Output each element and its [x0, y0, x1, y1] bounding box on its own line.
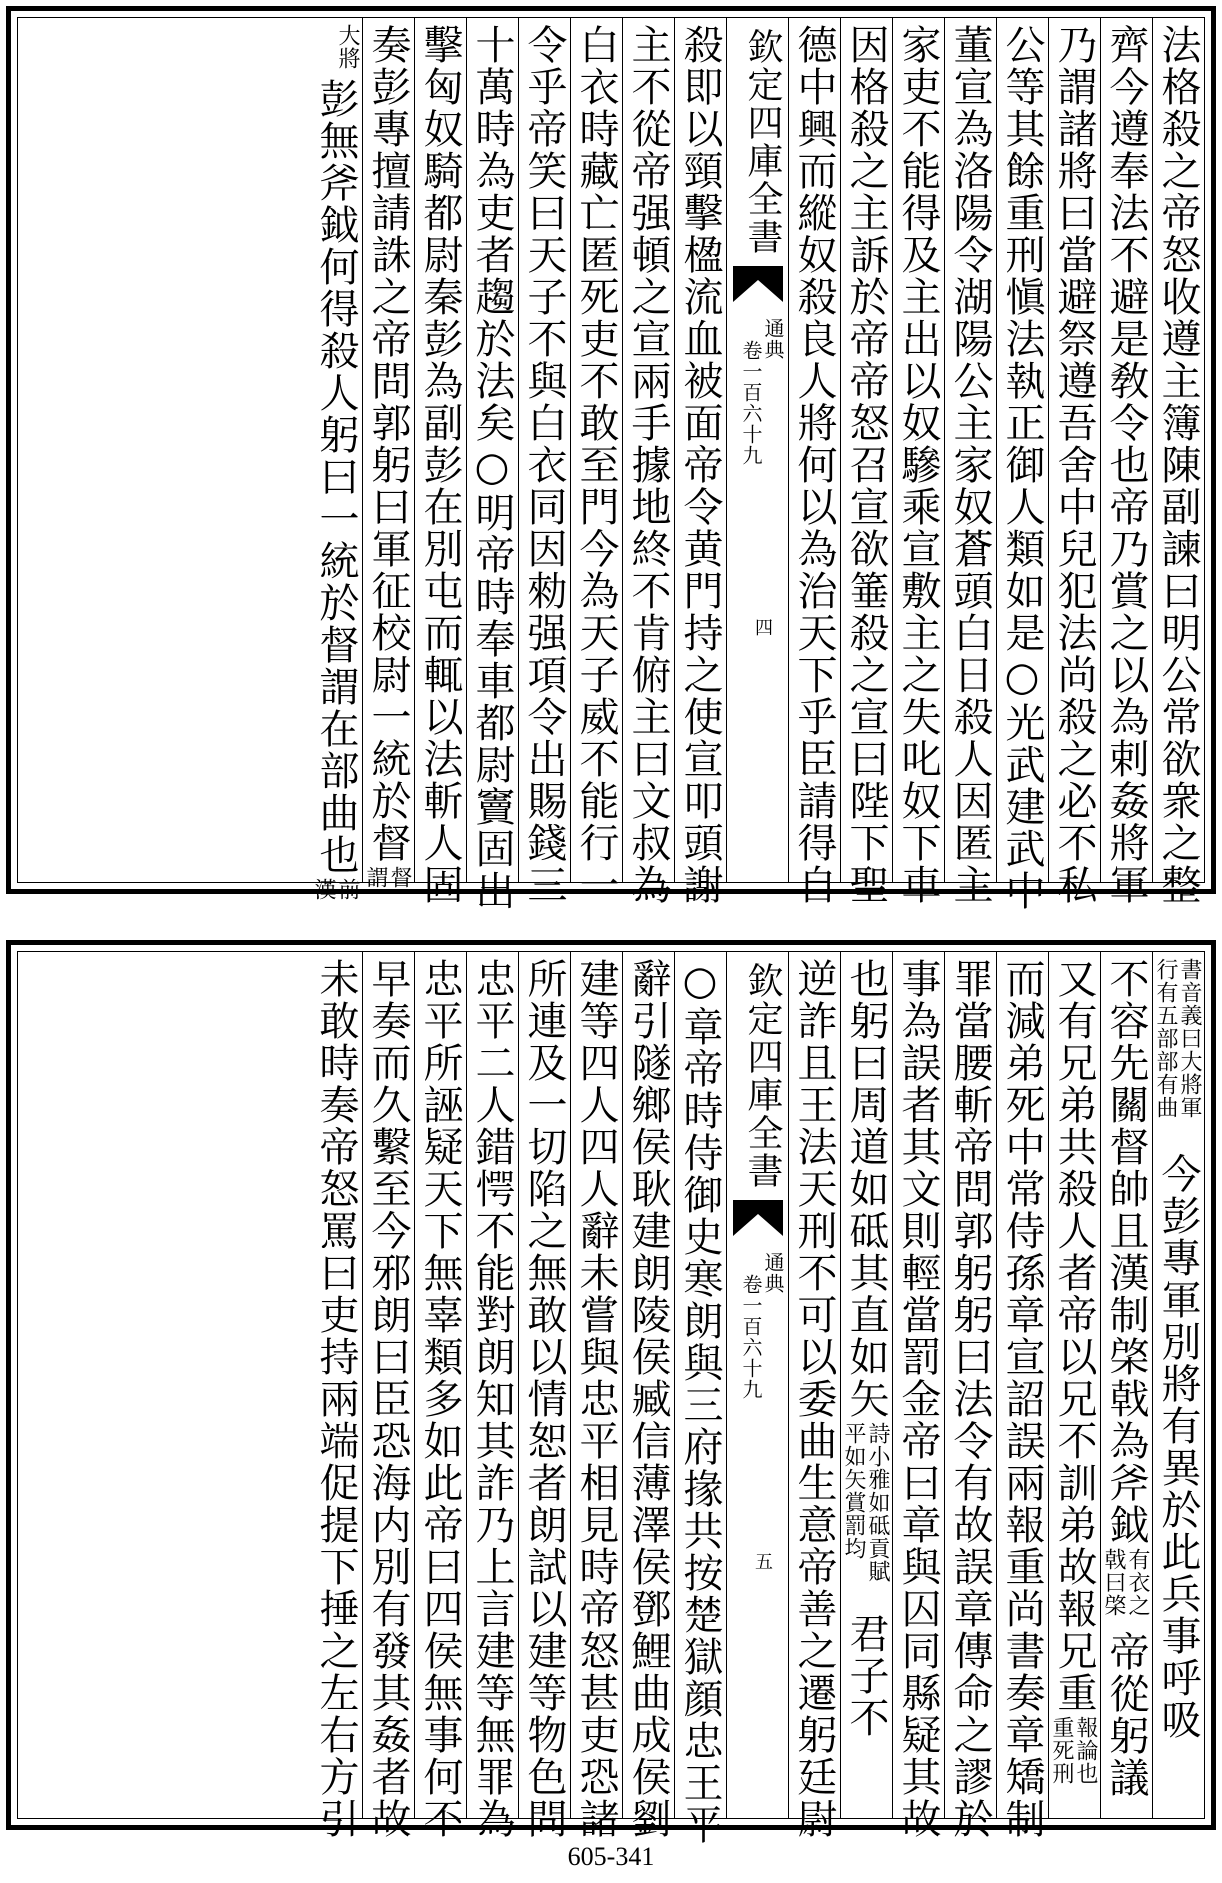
text-column — [1100, 952, 1152, 1818]
column-text: 白衣時藏亡匿死吏不敢至門今為天子威不能行一 — [573, 24, 619, 906]
column-text: 主不從帝强頓之宣兩手據地終不肯俯主曰文叔為 — [625, 24, 671, 906]
text-column — [788, 952, 840, 1840]
annotation-note: 謂 — [363, 866, 388, 889]
text-column — [414, 18, 466, 906]
text-column — [892, 18, 944, 906]
column-text: 十萬時為吏者趨於法矣○明帝時奉車都尉竇固出 — [469, 24, 515, 912]
annotation-note: 督 — [387, 866, 412, 889]
annotation-note: 大將 — [335, 24, 360, 70]
column-text: 德中興而縱奴殺良人將何以為治天下乎臣請得自 — [791, 24, 837, 906]
text-column — [1152, 18, 1204, 906]
text-column — [1048, 952, 1100, 1818]
column-text: 早奏而久繫至今邪朗曰臣恐海内別有發其姦者故 — [365, 958, 411, 1840]
text-column — [466, 952, 518, 1840]
column-text: 忠平二人錯愕不能對朗知其詐乃上言建等無罪為 — [469, 958, 515, 1840]
text-column — [518, 952, 570, 1840]
text-column — [996, 952, 1048, 1840]
leaf-page-number: 五 — [752, 1552, 773, 1570]
text-column — [892, 952, 944, 1840]
column-text: 而減弟死中常侍孫章宣詔誤兩報重尚書奏章矯制 — [999, 958, 1045, 1840]
column-text: 忠平所誣疑天下無辜類多如此帝曰四侯無事何不 — [417, 958, 463, 1840]
bottom-page — [6, 940, 1216, 1846]
leaf-page-number: 四 — [752, 618, 773, 636]
column-text: 殺即以頸擊楹流血被面帝令黄門持之使宣叩頭謝 — [677, 24, 723, 906]
center-fold-column — [726, 952, 788, 1818]
column-text: 所連及一切陷之無敢以情恕者朗試以建等物色問 — [521, 958, 567, 1840]
annotation-note: 重死刑 — [1049, 1716, 1074, 1785]
annotation-note: 詩小雅如砥貢賦 — [865, 1422, 890, 1583]
collection-title: 欽定四庫全書 — [742, 28, 783, 256]
annotation-note: 行有五部部有曲 — [1153, 958, 1178, 1119]
fishtail-mark-icon — [733, 266, 783, 302]
column-text: 法格殺之帝怒收遵主簿陳副諫曰明公常欲衆之整 — [1155, 24, 1201, 906]
annotation-note: 有衣之 — [1125, 1548, 1150, 1617]
volume-number: 卷一百六十九 — [739, 1274, 763, 1400]
column-text: 公等其餘重刑愼法執正御人類如是○光武建武中 — [999, 24, 1045, 912]
column-text: 乃謂諸將曰當避祭遵吾舍中兒犯法尚殺之必不私 — [1051, 24, 1097, 906]
page-footer-number: 605-341 — [567, 1842, 655, 1871]
text-column — [466, 18, 518, 912]
column-text: 辭引隧鄉侯耿建朗陵侯臧信薄澤侯鄧鯉曲成侯劉 — [625, 958, 671, 1840]
column-text: 又有兄弟共殺人者帝以兄不訓弟故報兄重 — [1051, 958, 1097, 1714]
book-title: 通典 — [761, 1252, 785, 1294]
text-column — [1152, 952, 1204, 1818]
book-title: 通典 — [761, 318, 785, 360]
annotation-note: 平如矢賞罰均 — [841, 1422, 866, 1560]
text-column — [622, 18, 674, 906]
column-text: 也躬曰周道如砥其直如矢 — [843, 958, 889, 1420]
column-text: 奏彭專擅請誅之帝問郭躬曰軍征校尉一統於督 — [365, 24, 411, 864]
text-column — [788, 18, 840, 906]
text-column — [310, 18, 362, 901]
text-column — [840, 18, 892, 906]
text-column — [674, 18, 726, 906]
top-page-text-area — [17, 17, 1205, 912]
annotation-note: 漢 — [311, 878, 336, 901]
text-column — [570, 952, 622, 1840]
text-column — [622, 952, 674, 1840]
text-column — [362, 18, 414, 889]
text-column — [362, 952, 414, 1840]
column-text: 事為誤者其文則輕當罰金帝曰章與囚同縣疑其故 — [895, 958, 941, 1840]
collection-title: 欽定四庫全書 — [742, 962, 783, 1190]
text-column — [570, 18, 622, 906]
bottom-page-text-area — [17, 951, 1205, 1846]
annotation-note: 戟曰棨 — [1101, 1548, 1126, 1617]
column-text: 逆詐且王法天刑不可以委曲生意帝善之遷躬廷尉 — [791, 958, 837, 1840]
annotation-note: 前 — [335, 878, 360, 901]
volume-number: 卷一百六十九 — [739, 340, 763, 466]
column-text: ○章帝時侍御史寒朗與三府掾共按楚獄顔忠王平 — [677, 958, 723, 1846]
text-column — [944, 18, 996, 906]
annotation-note: 報論也 — [1073, 1716, 1098, 1785]
column-text: 不容先關督帥且漢制棨戟為斧鉞 — [1103, 958, 1149, 1546]
top-page — [6, 6, 1216, 912]
text-column — [414, 952, 466, 1840]
center-fold-column — [726, 18, 788, 882]
text-column — [518, 18, 570, 906]
column-text: 家吏不能得及主出以奴驂乘宣敷主之失叱奴下車 — [895, 24, 941, 906]
annotation-note: 書音義曰大將軍 — [1177, 958, 1202, 1119]
text-column — [674, 952, 726, 1846]
column-text: 未敢時奏帝怒罵曰吏持兩端促提下捶之左右方引 — [313, 958, 359, 1840]
column-text: 齊今遵奉法不避是敎令也帝乃賞之以為剌姦將軍 — [1103, 24, 1149, 906]
column-text: 因格殺之主訴於帝帝怒召宣欲箠殺之宣曰陛下聖 — [843, 24, 889, 906]
column-text: 罪當腰斬帝問郭躬躬曰法令有故誤章傳命之謬於 — [947, 958, 993, 1840]
column-text: 令乎帝笑曰天子不與白衣同因勑强項令出賜錢三 — [521, 24, 567, 906]
column-text: 建等四人四人辭未嘗與忠平相見時帝怒甚吏恐諸 — [573, 958, 619, 1840]
column-text: 今彭專軍別將有異於此兵事呼吸 — [1155, 1153, 1201, 1741]
text-column — [1100, 18, 1152, 906]
text-column — [944, 952, 996, 1840]
text-column — [840, 952, 892, 1818]
column-text: 彭無斧鉞何得殺人躬曰一統於督謂在部曲也 — [313, 78, 359, 876]
fishtail-mark-icon — [733, 1200, 783, 1236]
column-text: 擊匈奴騎都尉秦彭為副彭在別屯而輒以法斬人固 — [417, 24, 463, 906]
column-text: 君子不 — [843, 1613, 889, 1739]
text-column — [310, 952, 362, 1840]
text-column — [996, 18, 1048, 912]
column-text: 帝從躬議 — [1103, 1631, 1149, 1799]
column-text: 董宣為洛陽令湖陽公主家奴蒼頭白日殺人因匿主 — [947, 24, 993, 906]
text-column — [1048, 18, 1100, 906]
